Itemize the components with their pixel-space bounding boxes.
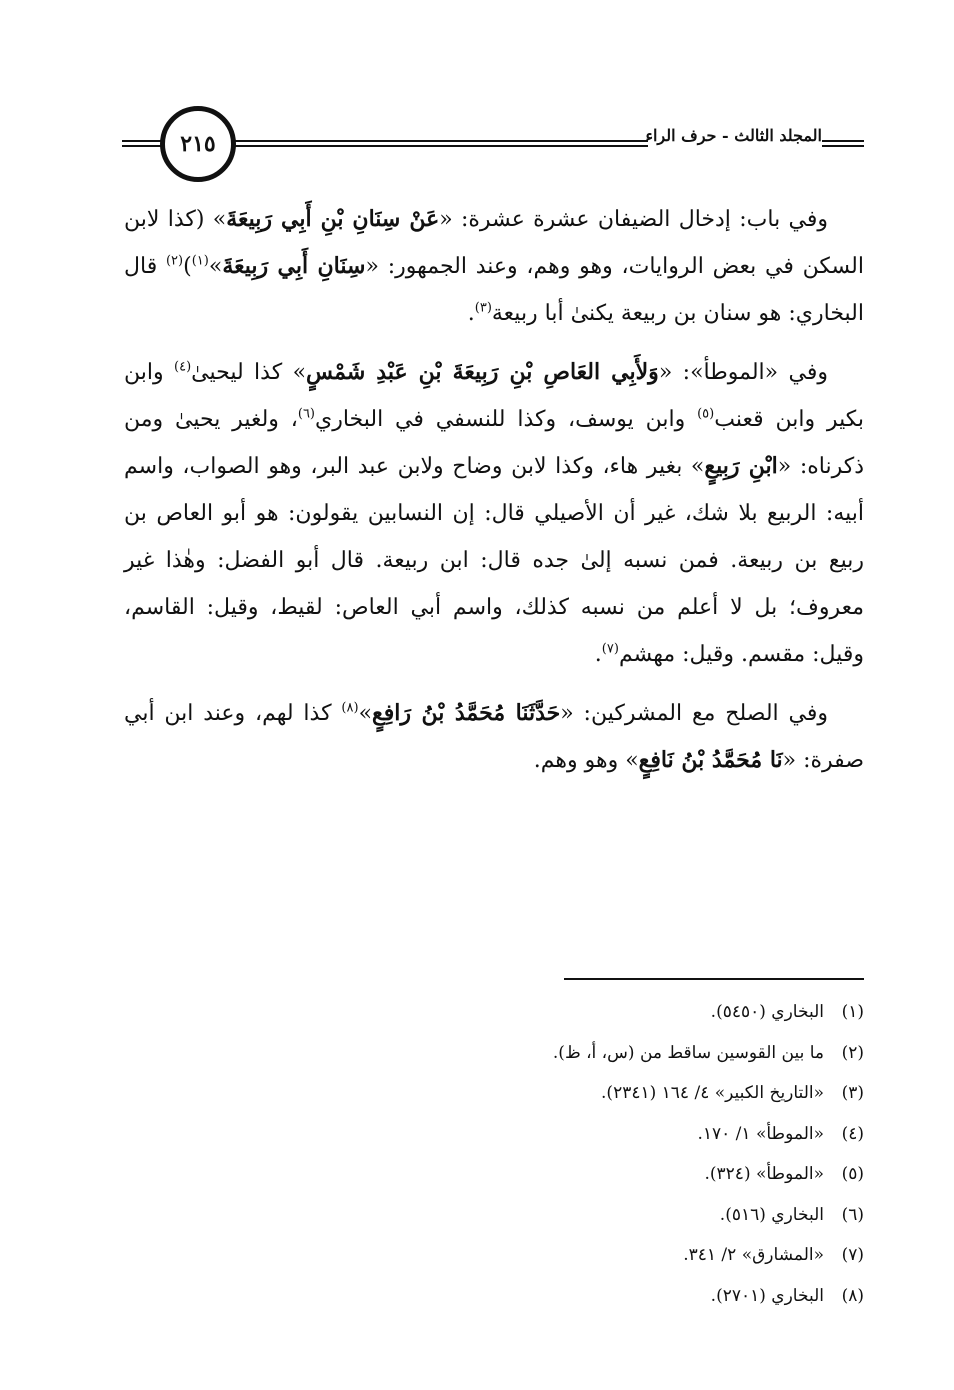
text-run: . (594, 642, 602, 667)
footnote-5 (124, 1154, 864, 1195)
footnote-number: (٣) (841, 1083, 864, 1103)
footnote-6 (124, 1195, 864, 1236)
footnote-ref: (٥) (697, 406, 715, 422)
text-run: كذا لهم، وعند ابن أبي صفرة: « (124, 701, 864, 773)
footnote-number: (٦) (841, 1204, 864, 1225)
text-run: » وهو وهم. (533, 748, 639, 773)
footnote-text: البخاري (٥٤٥٠). (710, 1002, 824, 1022)
text-run: قال البخاري: هو سنان بن ربيعة يكنىٰ أبا ربيعة (124, 254, 864, 326)
text-run: » (كذا لابن السكن في بعض الروايات، وهو وهم، وعند الجمهور: « (124, 207, 864, 279)
text-run: » (208, 254, 223, 279)
header-rule-middle (234, 140, 648, 147)
footnote-number: (٢) (841, 1042, 864, 1063)
footnote-ref: (٧) (601, 641, 619, 657)
footnote-8 (124, 1276, 864, 1317)
footnote-divider (564, 978, 864, 980)
paragraph-1 (124, 196, 864, 337)
footnote-ref: (٢) (165, 253, 184, 269)
text-run: وابن يوسف، وكذا للنسفي في البخاري (315, 407, 698, 432)
footnote-ref: (١) (191, 253, 209, 269)
footnote-ref: (٦) (297, 406, 315, 422)
paragraph-2 (124, 349, 864, 678)
paragraph-3 (124, 690, 864, 784)
page-number-badge (160, 106, 236, 182)
quoted-narrator: نَا مُحَمَّدُ بْنُ نَافِعٍ (638, 747, 783, 773)
quoted-narrator: حَدَّثَنَا مُحَمَّدُ بْنُ رَافِعٍ (372, 700, 561, 726)
quoted-narrator: ابْنِ رَبِيعٍ (704, 453, 778, 479)
footnote-text: «الموطأ» ١/ ١٧٠. (697, 1123, 824, 1144)
footnotes (124, 992, 864, 1316)
text-run: ) (183, 254, 192, 279)
running-title: المجلد الثالث - حرف الراء (645, 126, 822, 145)
footnote-text: «المشارق» ٢/ ٣٤١. (683, 1245, 824, 1265)
quoted-narrator: سِنَانِ أَبِي رَبِيعَةَ (222, 253, 366, 279)
text-run: » كذا ليحيىٰ (191, 360, 307, 385)
footnote-number: (٥) (841, 1164, 864, 1184)
footnote-text: ما بين القوسين ساقط من (س، أ، ظ). (552, 1042, 824, 1063)
footnote-number: (٤) (841, 1123, 864, 1144)
footnote-number: (١) (841, 1002, 864, 1022)
footnote-number: (٨) (841, 1285, 864, 1306)
footnote-text: «التاريخ الكبير» ٤/ ١٦٤ (٢٣٤١). (601, 1083, 824, 1103)
page-header (122, 96, 864, 192)
text-run: » (358, 701, 373, 726)
footnote-ref: (٨) (341, 700, 359, 716)
text-run: وفي الصلح مع المشركين: « (560, 701, 828, 726)
header-rule-right (822, 140, 864, 147)
footnote-text: البخاري (٥١٦). (719, 1204, 824, 1225)
text-run: . (467, 301, 475, 326)
text-run: وفي باب: إدخال الضيفان عشرة عشرة: « (439, 207, 828, 232)
text-run: وفي «الموطأ»: « (658, 360, 828, 385)
footnote-2 (124, 1033, 864, 1074)
footnote-text: البخاري (٢٧٠١). (710, 1285, 824, 1306)
footnote-4 (124, 1114, 864, 1155)
text-run: ، ولغير يحيىٰ ومن ذكرناه: « (124, 407, 864, 479)
footnote-7 (124, 1235, 864, 1276)
footnote-ref: (٤) (174, 359, 192, 375)
main-text (124, 196, 864, 796)
footnote-3 (124, 1073, 864, 1114)
quoted-narrator: وَلأَبِي العَاصِ بْنِ رَبِيعَةَ بْنِ عَبْدِ شَمْسٍ (306, 359, 659, 385)
text-run: » بغير هاء، وكذا لابن وضاح ولابن عبد البر، وهو الصواب، واسم أبيه: الربيع بلا شك، غير أن الأصيلي قال: إن النسابين يقولون: هو أبو العاص بن ربيع بن ربيعة. فمن نسبه إلىٰ جده قال: ابن ربيعة. قال أبو الفضل: وهٰذا غير معروف؛ بل لا أعلم من نسبه كذلك، واسم أبي العاص: لقيط، وقيل: القاسم، وقيل: مقسم. وقيل: مهشم (124, 454, 864, 667)
footnote-number: (٧) (841, 1245, 864, 1265)
footnote-text: «الموطأ» (٣٢٤). (704, 1164, 824, 1184)
footnote-1 (124, 992, 864, 1033)
quoted-narrator: عَنْ سِنَانِ بْنِ أَبِي رَبِيعَةَ (226, 206, 440, 232)
footnote-ref: (٣) (474, 300, 492, 316)
text-run: وابن بكير وابن قعنب (124, 360, 864, 432)
page-number: ٢١٥ (180, 131, 216, 157)
